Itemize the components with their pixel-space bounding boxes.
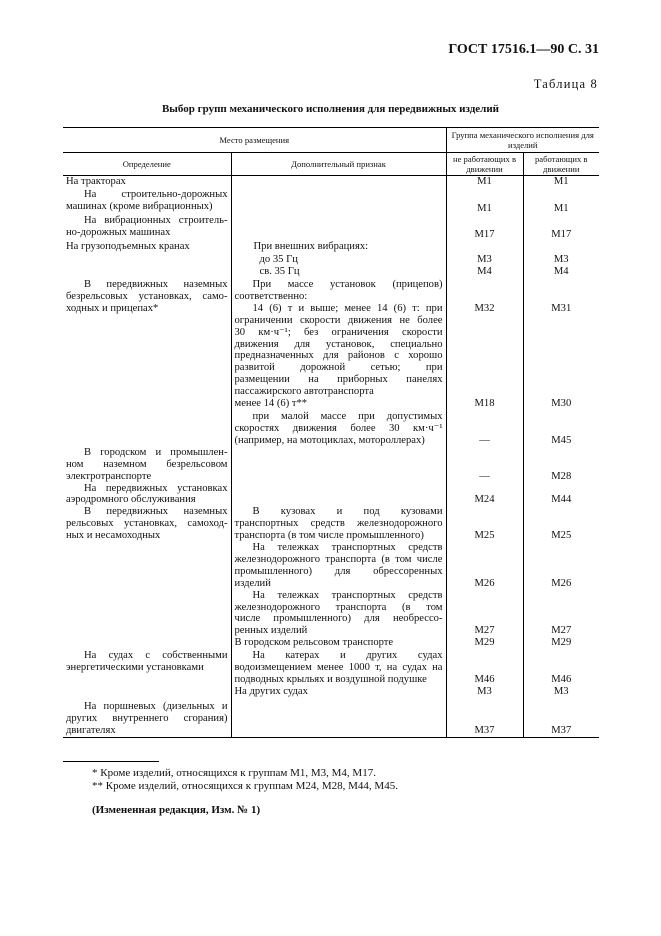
table-row: В городском и промышлен- ном наземном безрельсовом электротранспорте — M28 — [63, 447, 599, 483]
table-row: На тележках транспортных средств железнодорожного транспорта (в том числе промышленного) для обрессоренных изделий M26 M26 — [63, 542, 599, 590]
mechanical-groups-table — [63, 127, 599, 738]
table-row: На поршневых (дизельных и других внутреннего сгорания) двигателях M37 M37 — [63, 700, 599, 737]
table-row: На грузоподъемных кранах При внешних вибрациях: — [63, 241, 599, 254]
header-extra: Дополнительный признак — [231, 153, 446, 176]
revision-note: (Измененная редакция, Изм. № 1) — [92, 804, 261, 816]
header-moving: работающих в движении — [523, 153, 599, 176]
footnote-1: * Кроме изделий, относящихся к группам M1, M3, M4, M17. — [92, 767, 376, 779]
table-row: На судах с собственными энергетическими установками На катерах и других судах водоизмещением менее 1000 т, на судах на подводных крыльях и воздушной подушке M46 M46 — [63, 650, 599, 686]
table-row: при малой массе при допустимых скоростях движения более 30 км·ч⁻¹ (например, на мотоциклах, мотороллерах) — M45 — [63, 411, 599, 447]
table-row: На тележках транспортных средств железнодорожного транспорта (в том числе промышленного) для необрессо- ренных изделий M27 M27 — [63, 590, 599, 638]
header-not-moving: не работающих в движении — [446, 153, 523, 176]
header-definition: Определение — [63, 153, 231, 176]
table-row: На передвижных установках аэродромного обслуживания M24 M44 — [63, 483, 599, 507]
table-row: На строительно-дорожных машинах (кроме вибрационных) M1 M1 — [63, 189, 599, 215]
table-row: На других судах M3 M3 — [63, 686, 599, 700]
footnote-divider — [63, 761, 159, 762]
table-row: В городском рельсовом транспорте M29 M29 — [63, 637, 599, 650]
page-header: ГОСТ 17516.1—90 С. 31 — [448, 42, 599, 57]
header-place: Место размещения — [63, 128, 446, 153]
table-row: В передвижных наземных безрельсовых установках, само- ходных и прицепах* При массе установок (прицепов) соответственно: 14 (6) т и выше; менее 14 (6) т: при ограничении скорости движения не более 30 км·ч⁻¹; без ограничения скорости движения для установок, специально предназначенных для районов с хорошо развитой дорожной сетью; при размещении на приборных панелях пассажирского автотранспорта M32 M31 — [63, 279, 599, 398]
table-row: менее 14 (6) т** M18 M30 — [63, 398, 599, 411]
table-row: На вибрационных строитель- но-дорожных машинах M17 M17 — [63, 215, 599, 241]
table-row: до 35 Гц M3 M3 — [63, 254, 599, 266]
table-title: Выбор групп механического исполнения для передвижных изделий — [161, 103, 500, 115]
table-row: св. 35 Гц M4 M4 — [63, 266, 599, 279]
table-row: В передвижных наземных рельсовых установках, самоход- ных и несамоходных В кузовах и под кузовами транспортных средств железнодорожного транспорта (в том числе промышленного) M25 M25 — [63, 506, 599, 542]
table-row: На тракторах M1 M1 — [63, 176, 599, 190]
footnote-2: ** Кроме изделий, относящихся к группам M24, M28, M44, M45. — [92, 780, 398, 792]
table-number: Таблица 8 — [533, 77, 598, 91]
header-group: Группа механического исполнения для изделий — [446, 128, 599, 153]
